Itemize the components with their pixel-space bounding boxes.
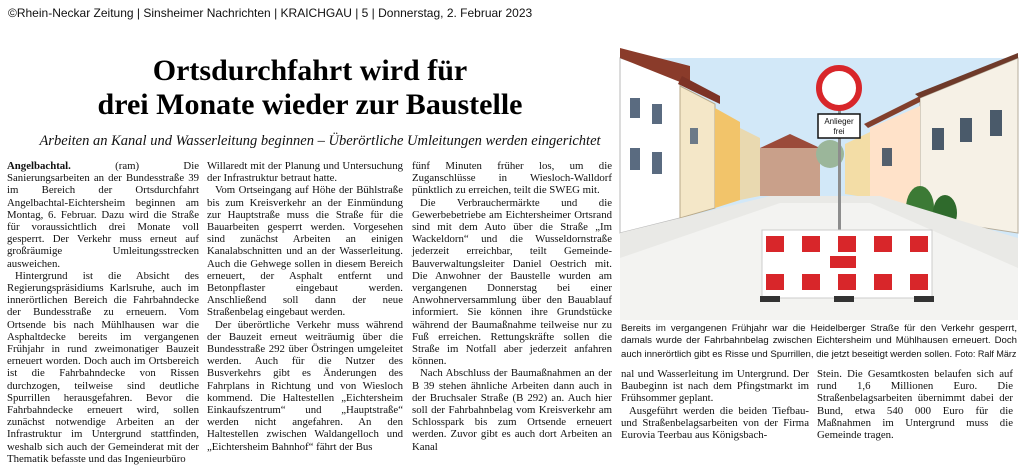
sign-text-line-1: Anlieger <box>824 117 854 126</box>
article-column-5 <box>817 368 1013 444</box>
article-paragraph <box>7 160 199 270</box>
article-paragraph: Vom Ortseingang auf Höhe der Bühlstraße bis zum Kreisverkehr an der Einmündung zur Hauptstraße muss die Straße für die Bauarbeiten gesperrt werden. Vorgesehen sind zunächst Arbeiten an einigen Kanalabschnitten und an der Wasserleitung. Auch die Gehwege sollen in diesem Bereich erneuert, der Asphalt entfernt und Betonpflaster eingebaut werden. Anschließend soll dann der neue Straßenbelag eingebaut werden. <box>207 184 403 319</box>
construction-barrier <box>760 230 934 302</box>
article-text: (ram) Die Sanierungsarbeiten an der Bundesstraße 39 im Bereich der Ortsdurchfahrt Angelbachtal-Eichtersheim beginnen am Montag, 6. Februar. Dazu wird die Straße für voraussichtlich drei Monate voll gesperrt. Der Verkehr muss erneut auf großräumige Umleitungsstrecken ausweichen. <box>7 160 199 270</box>
dateline: Angelbachtal. <box>7 160 71 172</box>
article-paragraph: Hintergrund ist die Absicht des Regierungspräsidiums Karlsruhe, auch im innerörtlichen Bereich die Fahrbahndecke der Bundesstraße zu erneuern. Vom Ortsende bis nach Mühlhausen war die Asphaltdecke bereits im vergangenen Frühjahr in rund zweimonatiger Bauzeit erneuert worden. Doch auch im Ortsbereich ist die Fahrbahndecke von Rissen durchzogen, teilweise sind deutliche Spurrillen herausgefahren. Bevor die Fahrbahndecke erneuert wird, sollen zunächst notwendige Arbeiten an der Infrastruktur im Untergrund stattfinden, weshalb sich auch der Gemeinderat mit der Thematik befasste und das Ingenieurbüro <box>7 269 199 465</box>
article-column-4 <box>621 368 809 444</box>
headline-line-1: Ortsdurchfahrt wird für <box>152 54 468 87</box>
article-column-3 <box>412 160 612 453</box>
photo-credit: Foto: Ralf März <box>954 348 1017 359</box>
article-paragraph: Stein. Die Gesamtkosten belaufen sich auf rund 1,6 Millionen Euro. Die Straßenbelagsarbeiten übernimmt dabei der Bund, etwa 540 000 Euro für die Maßnahmen im Untergrund muss die Gemeinde tragen. <box>817 368 1013 442</box>
newspaper-source-line: ©Rhein-Neckar Zeitung | Sinsheimer Nachrichten | KRAICHGAU | 5 | Donnerstag, 2. Februar 2023 <box>8 6 533 20</box>
article-paragraph: fünf Minuten früher los, um die Zuganschlüsse in Wiesloch-Walldorf pünktlich zu erreichen, teilt die SWEG mit. <box>412 160 612 197</box>
article-paragraph: Die Verbrauchermärkte und die Gewerbebetriebe am Eichtersheimer Ortsrand sind mit dem Auto über die Straße „Im Wackeldorn“ und die Wusseldornstraße jederzeit erreichbar, teilt Gemeinde-Bauverwaltungsleiter Daniel Oestrich mit. Die Anwohner der Baustelle wurden am vergangenen Donnerstag bei einer Anwohnerversammlung über den Bauablauf informiert. Sie können ihre Grundstücke während der Baumaßnahme teilweise nur zu Fuß erreichen. Rettungskräfte sollen die Straße im Notfall aber jederzeit anfahren können. <box>412 196 612 368</box>
photo-caption <box>621 323 1017 361</box>
article-paragraph: Nach Abschluss der Baumaßnahmen an der B 39 stehen ähnliche Arbeiten dann auch in der Bruchsaler Straße (B 292) an. Auch hier soll der Fahrbahnbelag vom Kreisverkehr am Schlosspark bis zum Ortsende erneuert werden. Zuvor gibt es auch dort Arbeiten an Kanal <box>412 367 612 453</box>
headline <box>60 54 560 122</box>
street-scene-illustration <box>620 58 1018 320</box>
street-closure-photo <box>620 58 1018 320</box>
article-paragraph: Willaredt mit der Planung und Untersuchung der Infrastruktur betraut hatte. <box>207 160 403 185</box>
article-paragraph: nal und Wasserleitung im Untergrund. Der Baubeginn ist nach dem Pfingstmarkt im Frühsommer geplant. <box>621 368 809 405</box>
article-paragraph: Der überörtliche Verkehr muss während der Bauzeit erneut weiträumig über die Bundesstraße 292 über Östringen umgeleitet werden. Auch für die Nutzer des Busverkehrs gibt es Änderungen des Fahrplans in Richtung und von Wiesloch kommend. Die Haltestellen „Eichtersheim Einkaufszentrum“ und „Hauptstraße“ werden nicht angefahren. An den Haltestellen zwischen Waldangelloch und „Eichtersheim Bahnhof“ fährt der Bus <box>207 318 403 453</box>
headline-line-2: drei Monate wieder zur Baustelle <box>97 88 523 121</box>
caption-text: Bereits im vergangenen Frühjahr war die Heidelberger Straße für den Verkehr gesperrt, damals wurde der Fahrbahnbelag zwischen Eichtersheim und Mühlhausen erneuert. Doch auch innerörtlich gibt es Risse und Spurrillen, die jetzt beseitigt werden sollen. <box>621 323 1017 360</box>
article-column-1 <box>7 160 199 465</box>
article-column-2 <box>207 160 403 453</box>
subheadline: Arbeiten an Kanal und Wasserleitung beginnen – Überörtliche Umleitungen werden eingerichtet <box>39 133 601 149</box>
sign-text-line-2: frei <box>833 127 845 136</box>
article-paragraph: Ausgeführt werden die beiden Tiefbau- und Straßenbelagsarbeiten von der Firma Eurovia Teerbau aus Königsbach- <box>621 404 809 442</box>
